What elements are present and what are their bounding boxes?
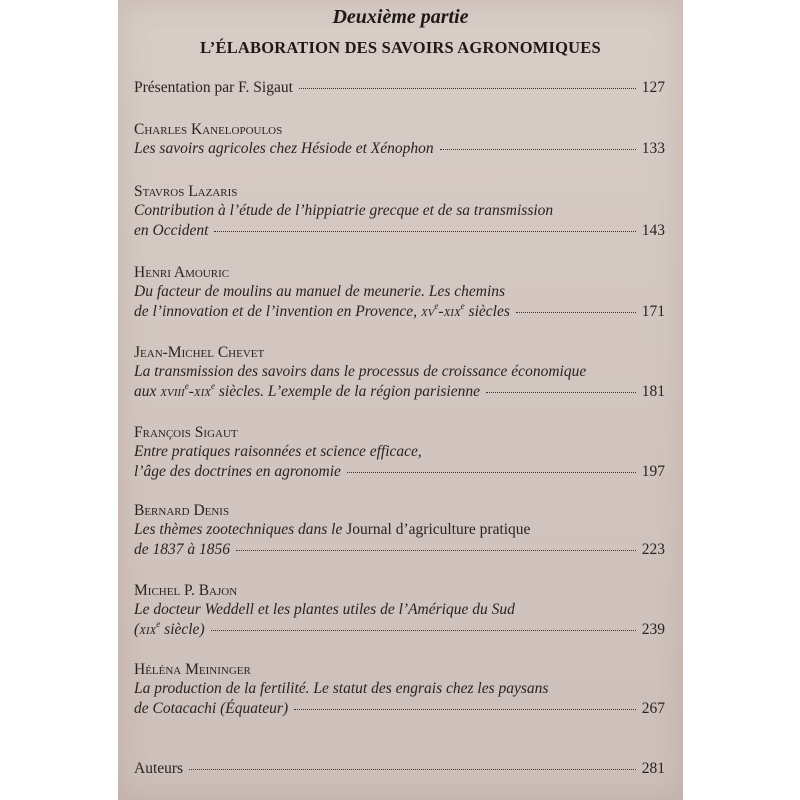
- page-number: 171: [641, 303, 665, 320]
- section-title: L’ÉLABORATION DES SAVOIRS AGRONOMIQUES: [200, 38, 601, 57]
- entry-author: Michel P. Bajon: [134, 582, 238, 599]
- entry-title: en Occident: [134, 222, 209, 239]
- toc-line: [134, 302, 665, 322]
- entry-title-line: Du facteur de moulins au manuel de meunerie. Les chemins: [134, 283, 506, 300]
- page-number: 127: [641, 79, 665, 96]
- toc-entry[interactable]: [134, 501, 665, 560]
- entry-title: Auteurs: [134, 760, 184, 777]
- entry-author: Charles Kanelopoulos: [134, 121, 283, 138]
- part-title: Deuxième partie: [332, 6, 469, 28]
- toc-line: [134, 620, 665, 640]
- toc-entry[interactable]: [134, 182, 665, 241]
- leader-dots: [211, 629, 636, 631]
- page-number: 239: [641, 621, 665, 638]
- toc-line: [134, 382, 665, 402]
- toc-line: [134, 139, 665, 159]
- toc-line: [134, 759, 665, 779]
- toc-entry[interactable]: [134, 660, 665, 719]
- leader-dots: [516, 311, 636, 313]
- entry-title-line: Entre pratiques raisonnées et science efficace,: [134, 443, 422, 460]
- entry-title: Présentation par F. Sigaut: [134, 79, 293, 96]
- page-number: 181: [641, 383, 665, 400]
- entry-title: aux xviii$^e$-xix$^e$ siècles. L’exemple de la région parisienne: [134, 382, 480, 400]
- leader-dots: [294, 708, 636, 710]
- entry-title: Les savoirs agricoles chez Hésiode et Xénophon: [134, 140, 434, 157]
- toc-line: [134, 462, 665, 482]
- toc-line: [134, 540, 665, 560]
- entry-author: Bernard Denis: [134, 502, 230, 519]
- page-number: 143: [641, 222, 665, 239]
- leader-dots: [189, 768, 636, 770]
- toc-entry[interactable]: [134, 581, 665, 640]
- book-page: [118, 0, 683, 800]
- entry-author: Stavros Lazaris: [134, 183, 238, 200]
- leader-dots: [214, 230, 635, 232]
- entry-title-line: La transmission des savoirs dans le processus de croissance économique: [134, 363, 587, 380]
- entry-title-line: Les thèmes zootechniques dans le Journal d’agriculture pratique: [134, 521, 531, 538]
- entry-author: Jean-Michel Chevet: [134, 344, 265, 361]
- entry-title-line: Le docteur Weddell et les plantes utiles de l’Amérique du Sud: [134, 601, 515, 618]
- entry-title-line: Contribution à l’étude de l’hippiatrie grecque et de sa transmission: [134, 202, 554, 219]
- toc-entry[interactable]: [134, 423, 665, 482]
- entry-title: de 1837 à 1856: [134, 541, 231, 558]
- entry-title: de Cotacachi (Équateur): [134, 700, 289, 717]
- leader-dots: [486, 391, 636, 393]
- entry-title-line: La production de la fertilité. Le statut des engrais chez les paysans: [134, 680, 549, 697]
- toc-line: [134, 699, 665, 719]
- leader-dots: [440, 148, 636, 150]
- page-number: 281: [641, 760, 665, 777]
- toc-line: [134, 221, 665, 241]
- page-number: 223: [641, 541, 665, 558]
- leader-dots: [299, 87, 636, 89]
- entry-author: François Sigaut: [134, 424, 238, 441]
- page-number: 197: [641, 463, 665, 480]
- entry-title: (xix$^e$ siècle): [134, 620, 205, 638]
- toc-entry[interactable]: [134, 343, 665, 402]
- page-number: 133: [641, 140, 665, 157]
- toc-entry-presentation[interactable]: [134, 78, 665, 98]
- entry-author: Héléna Meininger: [134, 661, 251, 678]
- entry-author: Henri Amouric: [134, 264, 230, 281]
- leader-dots: [347, 471, 636, 473]
- toc-entry-authors[interactable]: [134, 759, 665, 779]
- toc-line: [134, 78, 665, 98]
- entry-title: de l’innovation et de l’invention en Provence, $xv^e-xix^e$ siècles: [134, 302, 510, 320]
- toc-entry[interactable]: [134, 263, 665, 322]
- leader-dots: [236, 549, 636, 551]
- entry-title: l’âge des doctrines en agronomie: [134, 463, 341, 480]
- page-number: 267: [641, 700, 665, 717]
- toc-entry[interactable]: [134, 120, 665, 159]
